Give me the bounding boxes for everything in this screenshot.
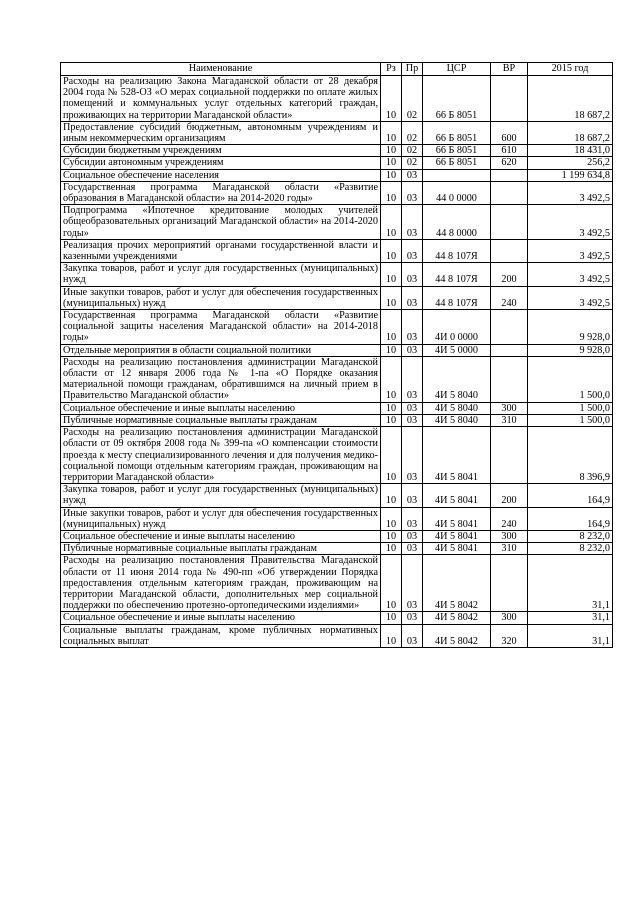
cell-pr: 03	[402, 263, 423, 286]
cell-name: Расходы на реализацию постановления Правительства Магаданской области от 11 июня 2014 года № 490-пп «Об утверждении Порядка предоставления отдельным категориям граждан, проживающим на территории Магаданской области, дополнительных мер социальной поддержки по обеспечению протезно-ортопедическими изделиями»	[61, 555, 381, 612]
cell-vr	[491, 76, 528, 122]
cell-name: Закупка товаров, работ и услуг для государственных (муниципальных) нужд	[61, 263, 381, 286]
cell-rz: 10	[381, 484, 402, 507]
cell-vr: 620	[491, 157, 528, 169]
cell-pr: 03	[402, 402, 423, 414]
cell-csr: 4И 5 8041	[423, 530, 491, 542]
cell-pr: 03	[402, 543, 423, 555]
table-row	[61, 205, 613, 240]
cell-vr	[491, 169, 528, 181]
cell-pr: 02	[402, 157, 423, 169]
cell-pr: 03	[402, 555, 423, 612]
cell-name: Социальные выплаты гражданам, кроме публичных нормативных социальных выплат	[61, 624, 381, 647]
header-name: Наименование	[61, 63, 381, 76]
header-year: 2015 год	[528, 63, 613, 76]
cell-rz: 10	[381, 356, 402, 402]
cell-csr: 66 Б 8051	[423, 157, 491, 169]
cell-rz: 10	[381, 530, 402, 542]
cell-name: Реализация прочих мероприятий органами государственной власти и казенными учреждениями	[61, 239, 381, 262]
cell-rz: 10	[381, 612, 402, 624]
cell-rz: 10	[381, 507, 402, 530]
cell-name: Социальное обеспечение и иные выплаты населению	[61, 612, 381, 624]
cell-sum: 8 232,0	[528, 530, 613, 542]
cell-pr: 03	[402, 181, 423, 204]
cell-rz: 10	[381, 624, 402, 647]
cell-csr: 4И 5 8041	[423, 507, 491, 530]
cell-vr: 610	[491, 145, 528, 157]
cell-csr: 4И 5 8040	[423, 356, 491, 402]
cell-sum: 9 928,0	[528, 310, 613, 345]
cell-rz: 10	[381, 145, 402, 157]
header-csr: ЦСР	[423, 63, 491, 76]
cell-sum: 1 500,0	[528, 356, 613, 402]
cell-vr	[491, 310, 528, 345]
cell-name: Иные закупки товаров, работ и услуг для обеспечения государственных (муниципальных) нужд	[61, 286, 381, 309]
cell-rz: 10	[381, 239, 402, 262]
table-row	[61, 157, 613, 169]
cell-vr: 600	[491, 121, 528, 144]
cell-name: Социальное обеспечение и иные выплаты населению	[61, 530, 381, 542]
cell-vr: 240	[491, 286, 528, 309]
cell-csr: 66 Б 8051	[423, 145, 491, 157]
cell-sum: 1 500,0	[528, 414, 613, 426]
table-row	[61, 484, 613, 507]
cell-sum: 256,2	[528, 157, 613, 169]
cell-csr: 4И 5 8040	[423, 402, 491, 414]
cell-csr: 4И 5 8042	[423, 555, 491, 612]
cell-vr	[491, 181, 528, 204]
table-row	[61, 121, 613, 144]
table-row	[61, 555, 613, 612]
cell-rz: 10	[381, 205, 402, 240]
cell-name: Предоставление субсидий бюджетным, автономным учреждениям и иным некоммерческим организациям	[61, 121, 381, 144]
cell-sum: 3 492,5	[528, 263, 613, 286]
cell-rz: 10	[381, 263, 402, 286]
cell-pr: 03	[402, 205, 423, 240]
cell-name: Субсидии бюджетным учреждениям	[61, 145, 381, 157]
cell-rz: 10	[381, 169, 402, 181]
cell-vr: 310	[491, 543, 528, 555]
cell-name: Подпрограмма «Ипотечное кредитование молодых учителей общеобразовательных организаций Магаданской области» на 2014-2020 годы»	[61, 205, 381, 240]
cell-name: Публичные нормативные социальные выплаты гражданам	[61, 543, 381, 555]
cell-sum: 18 687,2	[528, 76, 613, 122]
cell-csr: 44 8 107Я	[423, 286, 491, 309]
cell-vr: 200	[491, 263, 528, 286]
cell-rz: 10	[381, 76, 402, 122]
table-row	[61, 344, 613, 356]
cell-rz: 10	[381, 555, 402, 612]
table-row	[61, 356, 613, 402]
cell-sum: 8 396,9	[528, 427, 613, 484]
cell-vr: 300	[491, 530, 528, 542]
cell-sum: 18 687,2	[528, 121, 613, 144]
cell-rz: 10	[381, 286, 402, 309]
table-row	[61, 169, 613, 181]
cell-vr: 200	[491, 484, 528, 507]
cell-rz: 10	[381, 414, 402, 426]
cell-rz: 10	[381, 310, 402, 345]
cell-name: Расходы на реализацию Закона Магаданской области от 28 декабря 2004 года № 528-ОЗ «О мерах социальной поддержки по оплате жилых помещений и коммунальных услуг отдельных категорий граждан, проживающих на территории Магаданской области»	[61, 76, 381, 122]
cell-vr: 310	[491, 414, 528, 426]
cell-sum: 3 492,5	[528, 181, 613, 204]
cell-pr: 03	[402, 612, 423, 624]
cell-sum: 3 492,5	[528, 239, 613, 262]
cell-rz: 10	[381, 402, 402, 414]
cell-csr: 4И 5 8042	[423, 612, 491, 624]
table-row	[61, 427, 613, 484]
cell-sum: 8 232,0	[528, 543, 613, 555]
cell-sum: 3 492,5	[528, 286, 613, 309]
cell-sum: 31,1	[528, 555, 613, 612]
cell-vr	[491, 555, 528, 612]
table-row	[61, 543, 613, 555]
table-row	[61, 414, 613, 426]
cell-sum: 31,1	[528, 624, 613, 647]
cell-rz: 10	[381, 344, 402, 356]
table-row	[61, 76, 613, 122]
table-row	[61, 286, 613, 309]
cell-pr: 03	[402, 344, 423, 356]
cell-name: Отдельные мероприятия в области социальной политики	[61, 344, 381, 356]
cell-csr: 4И 5 8042	[423, 624, 491, 647]
cell-pr: 03	[402, 286, 423, 309]
cell-rz: 10	[381, 157, 402, 169]
header-pr: Пр	[402, 63, 423, 76]
cell-sum: 1 500,0	[528, 402, 613, 414]
cell-pr: 03	[402, 530, 423, 542]
cell-pr: 03	[402, 414, 423, 426]
cell-sum: 31,1	[528, 612, 613, 624]
cell-pr: 03	[402, 239, 423, 262]
cell-name: Государственная программа Магаданской области «Развитие социальной защиты населения Магаданской области» на 2014-2018 годы»	[61, 310, 381, 345]
cell-sum: 164,9	[528, 484, 613, 507]
cell-name: Публичные нормативные социальные выплаты гражданам	[61, 414, 381, 426]
cell-name: Иные закупки товаров, работ и услуг для обеспечения государственных (муниципальных) нужд	[61, 507, 381, 530]
cell-pr: 03	[402, 169, 423, 181]
cell-name: Закупка товаров, работ и услуг для государственных (муниципальных) нужд	[61, 484, 381, 507]
cell-rz: 10	[381, 427, 402, 484]
cell-name: Субсидии автономным учреждениям	[61, 157, 381, 169]
table-row	[61, 624, 613, 647]
cell-csr: 44 0 0000	[423, 181, 491, 204]
budget-table	[60, 62, 613, 648]
table-row	[61, 507, 613, 530]
cell-csr: 66 Б 8051	[423, 76, 491, 122]
cell-vr: 240	[491, 507, 528, 530]
table-row	[61, 402, 613, 414]
cell-vr	[491, 356, 528, 402]
cell-pr: 03	[402, 484, 423, 507]
cell-pr: 03	[402, 507, 423, 530]
cell-name: Расходы на реализацию постановления администрации Магаданской области от 12 января 2006 года № 1-па «О Порядке оказания материальной помощи гражданам, обратившимся на личный прием в Правительство Магаданской области»	[61, 356, 381, 402]
table-row	[61, 530, 613, 542]
cell-sum: 164,9	[528, 507, 613, 530]
cell-pr: 02	[402, 121, 423, 144]
cell-csr: 44 8 107Я	[423, 239, 491, 262]
cell-name: Государственная программа Магаданской области «Развитие образования в Магаданской области» на 2014-2020 годы»	[61, 181, 381, 204]
cell-pr: 03	[402, 624, 423, 647]
cell-csr: 4И 5 8040	[423, 414, 491, 426]
cell-csr	[423, 169, 491, 181]
header-row	[61, 63, 613, 76]
table-row	[61, 239, 613, 262]
table-row	[61, 181, 613, 204]
cell-vr	[491, 239, 528, 262]
cell-name: Расходы на реализацию постановления администрации Магаданской области от 09 октября 2008 года № 399-па «О компенсации стоимости проезда к месту специализированного лечения и для получения медико-социальной помощи отдельным категориям граждан, проживающим на территории Магаданской области»	[61, 427, 381, 484]
table-row	[61, 310, 613, 345]
cell-csr: 44 8 107Я	[423, 263, 491, 286]
cell-vr: 300	[491, 612, 528, 624]
cell-name: Социальное обеспечение населения	[61, 169, 381, 181]
table-row	[61, 145, 613, 157]
cell-vr: 300	[491, 402, 528, 414]
cell-sum: 18 431,0	[528, 145, 613, 157]
cell-pr: 03	[402, 356, 423, 402]
cell-vr	[491, 427, 528, 484]
cell-csr: 4И 5 8041	[423, 427, 491, 484]
cell-csr: 4И 0 0000	[423, 310, 491, 345]
table-row	[61, 263, 613, 286]
cell-sum: 3 492,5	[528, 205, 613, 240]
cell-csr: 66 Б 8051	[423, 121, 491, 144]
cell-csr: 4И 5 8041	[423, 543, 491, 555]
cell-vr: 320	[491, 624, 528, 647]
cell-pr: 02	[402, 145, 423, 157]
cell-csr: 4И 5 0000	[423, 344, 491, 356]
cell-name: Социальное обеспечение и иные выплаты населению	[61, 402, 381, 414]
table-row	[61, 612, 613, 624]
cell-csr: 44 8 0000	[423, 205, 491, 240]
cell-rz: 10	[381, 181, 402, 204]
cell-vr	[491, 205, 528, 240]
cell-vr	[491, 344, 528, 356]
header-vr: ВР	[491, 63, 528, 76]
header-rz: Рз	[381, 63, 402, 76]
cell-sum: 9 928,0	[528, 344, 613, 356]
cell-pr: 03	[402, 310, 423, 345]
cell-rz: 10	[381, 543, 402, 555]
cell-csr: 4И 5 8041	[423, 484, 491, 507]
cell-pr: 02	[402, 76, 423, 122]
cell-rz: 10	[381, 121, 402, 144]
cell-sum: 1 199 634,8	[528, 169, 613, 181]
cell-pr: 03	[402, 427, 423, 484]
